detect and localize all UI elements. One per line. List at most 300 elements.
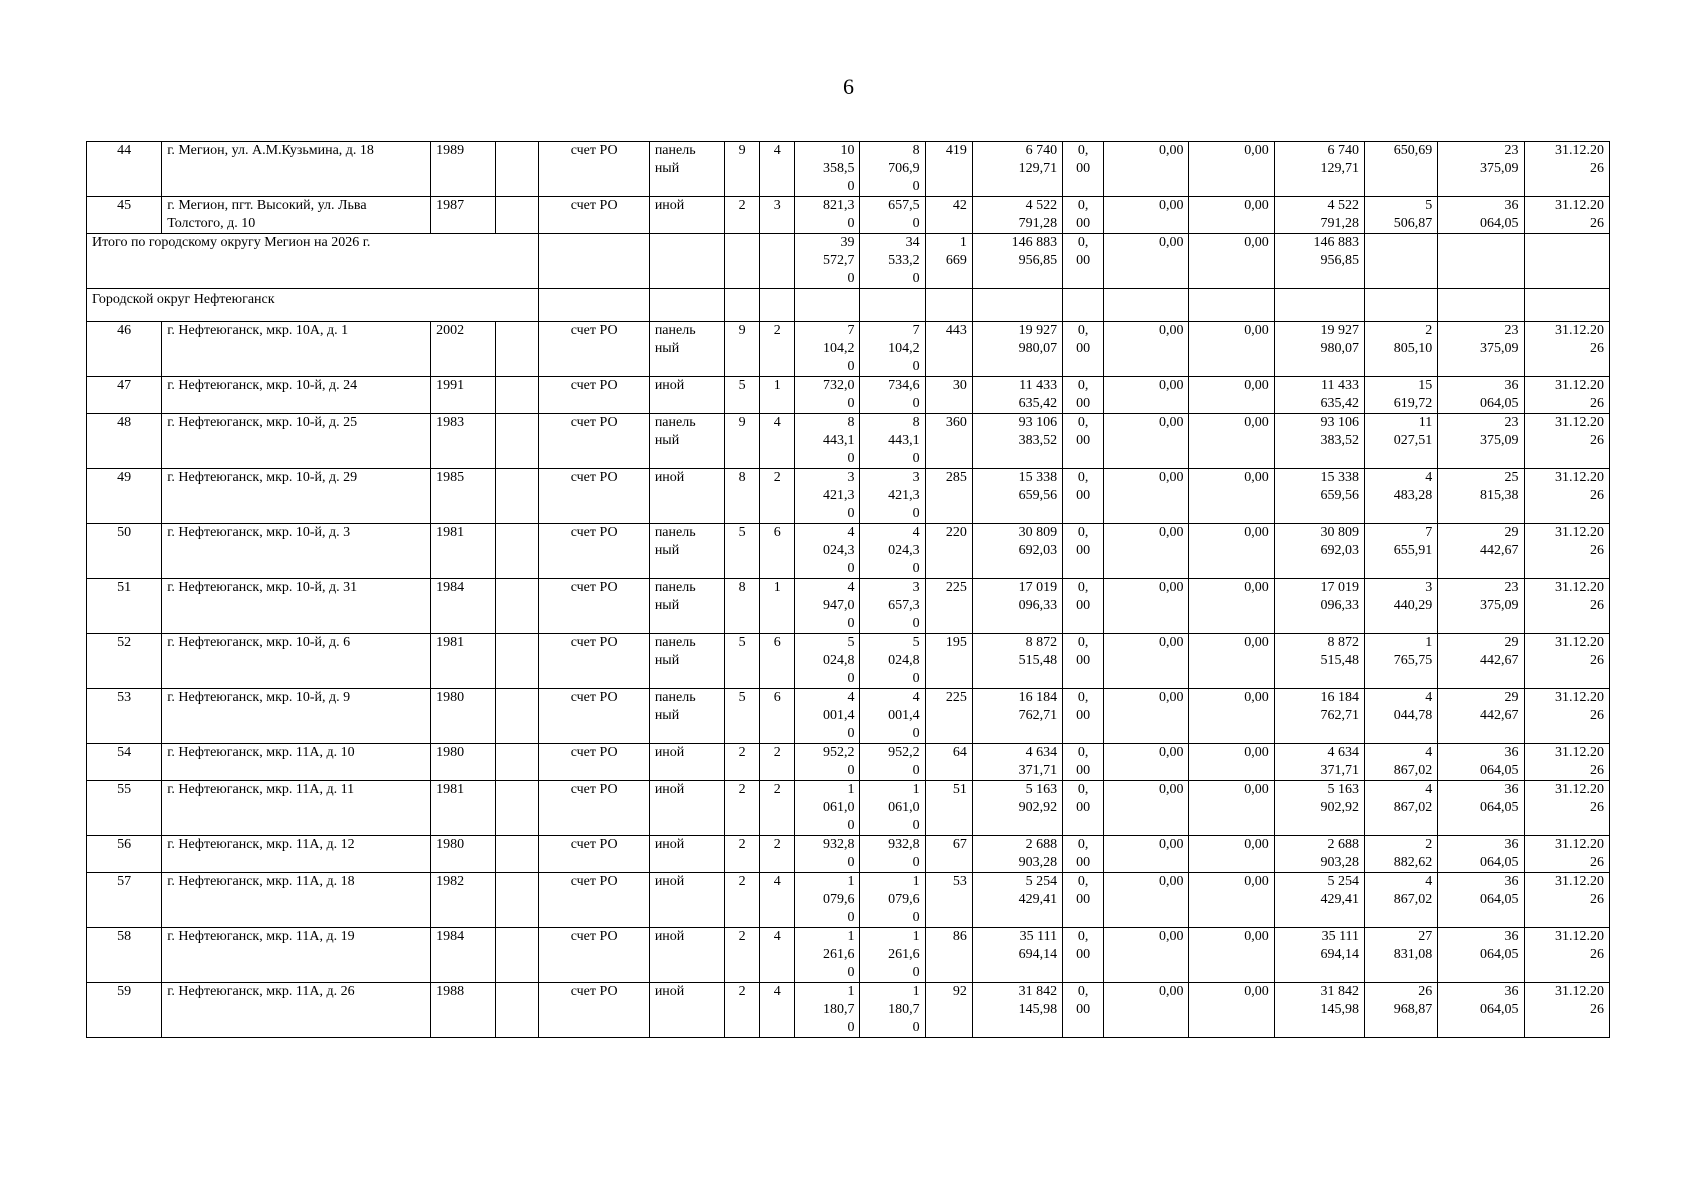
row-number-cell: 47 [87, 377, 162, 414]
fund-method-cell: счет РО [539, 634, 649, 689]
empty-cell [1274, 289, 1364, 322]
commission-year-cell: 1981 [431, 524, 496, 579]
fund-method-cell [539, 234, 649, 289]
address-cell: г. Нефтеюганск, мкр. 10-й, д. 24 [162, 377, 431, 414]
table-row [87, 634, 1610, 689]
floors-cell: 2 [725, 781, 760, 836]
living-area-cell: 734,6 0 [860, 377, 925, 414]
empty-cell [1524, 289, 1609, 322]
living-area-cell: 3 421,3 0 [860, 469, 925, 524]
cost-per-sqm-cell: 2 882,62 [1365, 836, 1438, 873]
row-number-cell: 58 [87, 928, 162, 983]
wall-material-cell: иной [649, 781, 724, 836]
fund-method-cell: счет РО [539, 744, 649, 781]
total-area-cell: 4 001,4 0 [795, 689, 860, 744]
living-area-cell: 8 706,9 0 [860, 142, 925, 197]
total-cost-cell: 93 106 383,52 [972, 414, 1062, 469]
local-share-cell: 0,00 [1189, 322, 1274, 377]
wall-material-cell: панель ный [649, 322, 724, 377]
table-row [87, 197, 1610, 234]
owners-funds-cell: 15 338 659,56 [1274, 469, 1364, 524]
deadline-cell: 31.12.20 26 [1524, 634, 1609, 689]
total-cost-cell: 5 254 429,41 [972, 873, 1062, 928]
commission-year-cell: 1982 [431, 873, 496, 928]
local-share-cell: 0,00 [1189, 234, 1274, 289]
commission-year-cell: 1985 [431, 469, 496, 524]
living-area-cell: 1 061,0 0 [860, 781, 925, 836]
residents-cell: 67 [925, 836, 972, 873]
commission-year-cell: 1991 [431, 377, 496, 414]
residents-cell: 195 [925, 634, 972, 689]
residents-cell: 419 [925, 142, 972, 197]
empty-cell [1365, 289, 1438, 322]
residents-cell: 51 [925, 781, 972, 836]
total-cost-cell: 35 111 694,14 [972, 928, 1062, 983]
total-cost-cell: 4 522 791,28 [972, 197, 1062, 234]
table-row [87, 689, 1610, 744]
budget-share-cell: 0,00 [1104, 142, 1189, 197]
deadline-cell: 31.12.20 26 [1524, 928, 1609, 983]
owners-funds-cell: 93 106 383,52 [1274, 414, 1364, 469]
entrances-cell: 1 [760, 579, 795, 634]
budget-share-cell: 0,00 [1104, 524, 1189, 579]
empty-cell [1104, 289, 1189, 322]
commission-year-cell: 1980 [431, 689, 496, 744]
budget-share-cell: 0,00 [1104, 414, 1189, 469]
blank-cell [496, 377, 539, 414]
limit-cost-cell: 23 375,09 [1438, 142, 1524, 197]
total-cost-cell: 19 927 980,07 [972, 322, 1062, 377]
blank-cell [496, 634, 539, 689]
local-share-cell: 0,00 [1189, 744, 1274, 781]
table-row [87, 928, 1610, 983]
fund-method-cell: счет РО [539, 836, 649, 873]
empty-cell [725, 289, 760, 322]
cost-per-sqm-cell: 5 506,87 [1365, 197, 1438, 234]
living-area-cell: 932,8 0 [860, 836, 925, 873]
entrances-cell: 3 [760, 197, 795, 234]
blank-cell [496, 524, 539, 579]
cost-per-sqm-cell: 4 867,02 [1365, 744, 1438, 781]
fund-method-cell: счет РО [539, 377, 649, 414]
deadline-cell: 31.12.20 26 [1524, 689, 1609, 744]
blank-cell [496, 579, 539, 634]
commission-year-cell: 1980 [431, 836, 496, 873]
cost-per-sqm-cell: 4 867,02 [1365, 873, 1438, 928]
empty-cell [1438, 289, 1524, 322]
residents-cell: 64 [925, 744, 972, 781]
living-area-cell: 5 024,8 0 [860, 634, 925, 689]
fund-share-cell: 0, 00 [1063, 928, 1104, 983]
wall-material-cell [649, 234, 724, 289]
deadline-cell: 31.12.20 26 [1524, 873, 1609, 928]
wall-material-cell: иной [649, 744, 724, 781]
owners-funds-cell: 5 254 429,41 [1274, 873, 1364, 928]
address-cell: г. Нефтеюганск, мкр. 10-й, д. 9 [162, 689, 431, 744]
address-cell: г. Нефтеюганск, мкр. 11А, д. 19 [162, 928, 431, 983]
commission-year-cell: 1981 [431, 634, 496, 689]
fund-share-cell: 0, 00 [1063, 689, 1104, 744]
table-body [87, 142, 1610, 1038]
residents-cell: 86 [925, 928, 972, 983]
cost-per-sqm-cell: 4 044,78 [1365, 689, 1438, 744]
table-row [87, 414, 1610, 469]
budget-share-cell: 0,00 [1104, 197, 1189, 234]
blank-cell [496, 689, 539, 744]
owners-funds-cell: 146 883 956,85 [1274, 234, 1364, 289]
wall-material-cell: иной [649, 836, 724, 873]
row-number-cell: 49 [87, 469, 162, 524]
limit-cost-cell: 36 064,05 [1438, 836, 1524, 873]
cost-per-sqm-cell: 650,69 [1365, 142, 1438, 197]
budget-share-cell: 0,00 [1104, 234, 1189, 289]
local-share-cell: 0,00 [1189, 873, 1274, 928]
cost-per-sqm-cell: 1 765,75 [1365, 634, 1438, 689]
budget-share-cell: 0,00 [1104, 928, 1189, 983]
local-share-cell: 0,00 [1189, 579, 1274, 634]
row-number-cell: 44 [87, 142, 162, 197]
total-cost-cell: 17 019 096,33 [972, 579, 1062, 634]
cost-per-sqm-cell: 4 867,02 [1365, 781, 1438, 836]
budget-share-cell: 0,00 [1104, 689, 1189, 744]
owners-funds-cell: 6 740 129,71 [1274, 142, 1364, 197]
living-area-cell: 7 104,2 0 [860, 322, 925, 377]
blank-cell [496, 983, 539, 1038]
fund-method-cell: счет РО [539, 322, 649, 377]
floors-cell: 2 [725, 928, 760, 983]
total-area-cell: 821,3 0 [795, 197, 860, 234]
cost-per-sqm-cell [1365, 234, 1438, 289]
empty-cell [860, 289, 925, 322]
budget-share-cell: 0,00 [1104, 634, 1189, 689]
fund-share-cell: 0, 00 [1063, 744, 1104, 781]
living-area-cell: 1 180,7 0 [860, 983, 925, 1038]
floors-cell: 5 [725, 377, 760, 414]
fund-share-cell: 0, 00 [1063, 634, 1104, 689]
limit-cost-cell: 36 064,05 [1438, 928, 1524, 983]
entrances-cell: 6 [760, 689, 795, 744]
limit-cost-cell: 25 815,38 [1438, 469, 1524, 524]
entrances-cell: 4 [760, 142, 795, 197]
row-number-cell: 53 [87, 689, 162, 744]
fund-share-cell: 0, 00 [1063, 579, 1104, 634]
blank-cell [496, 744, 539, 781]
total-area-cell: 1 061,0 0 [795, 781, 860, 836]
row-number-cell: 45 [87, 197, 162, 234]
residents-cell: 92 [925, 983, 972, 1038]
row-number-cell: 57 [87, 873, 162, 928]
floors-cell: 5 [725, 689, 760, 744]
table-row [87, 322, 1610, 377]
commission-year-cell: 1988 [431, 983, 496, 1038]
budget-share-cell: 0,00 [1104, 744, 1189, 781]
wall-material-cell: иной [649, 469, 724, 524]
living-area-cell: 4 001,4 0 [860, 689, 925, 744]
limit-cost-cell: 36 064,05 [1438, 744, 1524, 781]
total-cost-cell: 11 433 635,42 [972, 377, 1062, 414]
fund-method-cell: счет РО [539, 579, 649, 634]
living-area-cell: 1 261,6 0 [860, 928, 925, 983]
fund-method-cell: счет РО [539, 142, 649, 197]
local-share-cell: 0,00 [1189, 928, 1274, 983]
residents-cell: 42 [925, 197, 972, 234]
row-number-cell: 55 [87, 781, 162, 836]
entrances-cell: 1 [760, 377, 795, 414]
row-number-cell: 52 [87, 634, 162, 689]
wall-material-cell: иной [649, 377, 724, 414]
housing-register-table [86, 141, 1610, 1038]
living-area-cell: 657,5 0 [860, 197, 925, 234]
wall-material-cell: панель ный [649, 689, 724, 744]
entrances-cell [760, 234, 795, 289]
owners-funds-cell: 2 688 903,28 [1274, 836, 1364, 873]
row-number-cell: 48 [87, 414, 162, 469]
fund-share-cell: 0, 00 [1063, 322, 1104, 377]
table-row [87, 983, 1610, 1038]
living-area-cell: 952,2 0 [860, 744, 925, 781]
owners-funds-cell: 4 634 371,71 [1274, 744, 1364, 781]
fund-method-cell: счет РО [539, 928, 649, 983]
fund-method-cell: счет РО [539, 524, 649, 579]
cost-per-sqm-cell: 27 831,08 [1365, 928, 1438, 983]
budget-share-cell: 0,00 [1104, 322, 1189, 377]
total-area-cell: 5 024,8 0 [795, 634, 860, 689]
local-share-cell: 0,00 [1189, 524, 1274, 579]
living-area-cell: 8 443,1 0 [860, 414, 925, 469]
row-number-cell: 54 [87, 744, 162, 781]
total-area-cell: 1 079,6 0 [795, 873, 860, 928]
row-number-cell: 56 [87, 836, 162, 873]
empty-cell [760, 289, 795, 322]
fund-method-cell: счет РО [539, 197, 649, 234]
wall-material-cell: панель ный [649, 414, 724, 469]
commission-year-cell: 1984 [431, 579, 496, 634]
commission-year-cell: 1983 [431, 414, 496, 469]
floors-cell: 5 [725, 524, 760, 579]
wall-material-cell: иной [649, 983, 724, 1038]
entrances-cell: 4 [760, 928, 795, 983]
floors-cell: 9 [725, 322, 760, 377]
fund-method-cell: счет РО [539, 781, 649, 836]
fund-method-cell: счет РО [539, 414, 649, 469]
owners-funds-cell: 5 163 902,92 [1274, 781, 1364, 836]
fund-share-cell: 0, 00 [1063, 142, 1104, 197]
entrances-cell: 6 [760, 634, 795, 689]
blank-cell [496, 322, 539, 377]
total-cost-cell: 16 184 762,71 [972, 689, 1062, 744]
owners-funds-cell: 11 433 635,42 [1274, 377, 1364, 414]
entrances-cell: 2 [760, 781, 795, 836]
entrances-cell: 4 [760, 873, 795, 928]
total-area-cell: 952,2 0 [795, 744, 860, 781]
empty-cell [649, 289, 724, 322]
total-cost-cell: 146 883 956,85 [972, 234, 1062, 289]
residents-cell: 220 [925, 524, 972, 579]
table-row [87, 524, 1610, 579]
fund-method-cell: счет РО [539, 873, 649, 928]
total-area-cell: 3 421,3 0 [795, 469, 860, 524]
local-share-cell: 0,00 [1189, 836, 1274, 873]
cost-per-sqm-cell: 26 968,87 [1365, 983, 1438, 1038]
table-row [87, 377, 1610, 414]
floors-cell: 2 [725, 197, 760, 234]
total-cost-cell: 2 688 903,28 [972, 836, 1062, 873]
residents-cell: 1 669 [925, 234, 972, 289]
fund-share-cell: 0, 00 [1063, 781, 1104, 836]
fund-share-cell: 0, 00 [1063, 469, 1104, 524]
limit-cost-cell: 36 064,05 [1438, 781, 1524, 836]
blank-cell [496, 781, 539, 836]
floors-cell: 2 [725, 873, 760, 928]
commission-year-cell: 1989 [431, 142, 496, 197]
total-area-cell: 10 358,5 0 [795, 142, 860, 197]
row-number-cell: 59 [87, 983, 162, 1038]
total-cost-cell: 8 872 515,48 [972, 634, 1062, 689]
local-share-cell: 0,00 [1189, 781, 1274, 836]
floors-cell: 8 [725, 579, 760, 634]
wall-material-cell: иной [649, 197, 724, 234]
entrances-cell: 2 [760, 836, 795, 873]
address-cell: г. Нефтеюганск, мкр. 10А, д. 1 [162, 322, 431, 377]
section-row [87, 289, 1610, 322]
entrances-cell: 2 [760, 744, 795, 781]
blank-cell [496, 928, 539, 983]
total-area-cell: 1 180,7 0 [795, 983, 860, 1038]
owners-funds-cell: 8 872 515,48 [1274, 634, 1364, 689]
wall-material-cell: панель ный [649, 524, 724, 579]
fund-share-cell: 0, 00 [1063, 524, 1104, 579]
owners-funds-cell: 30 809 692,03 [1274, 524, 1364, 579]
living-area-cell: 4 024,3 0 [860, 524, 925, 579]
owners-funds-cell: 4 522 791,28 [1274, 197, 1364, 234]
total-area-cell: 1 261,6 0 [795, 928, 860, 983]
table-row [87, 781, 1610, 836]
total-area-cell: 4 947,0 0 [795, 579, 860, 634]
total-area-cell: 932,8 0 [795, 836, 860, 873]
total-area-cell: 4 024,3 0 [795, 524, 860, 579]
entrances-cell: 6 [760, 524, 795, 579]
entrances-cell: 4 [760, 414, 795, 469]
empty-cell [1063, 289, 1104, 322]
fund-method-cell: счет РО [539, 983, 649, 1038]
wall-material-cell: иной [649, 928, 724, 983]
residents-cell: 443 [925, 322, 972, 377]
limit-cost-cell: 36 064,05 [1438, 377, 1524, 414]
owners-funds-cell: 17 019 096,33 [1274, 579, 1364, 634]
local-share-cell: 0,00 [1189, 142, 1274, 197]
row-number-cell: 50 [87, 524, 162, 579]
commission-year-cell: 1981 [431, 781, 496, 836]
blank-cell [496, 414, 539, 469]
fund-share-cell: 0, 00 [1063, 197, 1104, 234]
local-share-cell: 0,00 [1189, 689, 1274, 744]
limit-cost-cell: 36 064,05 [1438, 873, 1524, 928]
entrances-cell: 4 [760, 983, 795, 1038]
floors-cell: 9 [725, 414, 760, 469]
limit-cost-cell [1438, 234, 1524, 289]
local-share-cell: 0,00 [1189, 469, 1274, 524]
limit-cost-cell: 36 064,05 [1438, 983, 1524, 1038]
address-cell: г. Нефтеюганск, мкр. 11А, д. 11 [162, 781, 431, 836]
living-area-cell: 34 533,2 0 [860, 234, 925, 289]
blank-cell [496, 873, 539, 928]
page-number: 6 [843, 74, 854, 99]
living-area-cell: 3 657,3 0 [860, 579, 925, 634]
floors-cell: 8 [725, 469, 760, 524]
residents-cell: 225 [925, 579, 972, 634]
limit-cost-cell: 29 442,67 [1438, 634, 1524, 689]
blank-cell [496, 469, 539, 524]
total-area-cell: 732,0 0 [795, 377, 860, 414]
cost-per-sqm-cell: 15 619,72 [1365, 377, 1438, 414]
total-cost-cell: 31 842 145,98 [972, 983, 1062, 1038]
entrances-cell: 2 [760, 322, 795, 377]
address-cell: г. Нефтеюганск, мкр. 10-й, д. 29 [162, 469, 431, 524]
total-cost-cell: 5 163 902,92 [972, 781, 1062, 836]
wall-material-cell: панель ный [649, 579, 724, 634]
floors-cell: 9 [725, 142, 760, 197]
fund-share-cell: 0, 00 [1063, 234, 1104, 289]
entrances-cell: 2 [760, 469, 795, 524]
total-area-cell: 8 443,1 0 [795, 414, 860, 469]
limit-cost-cell: 29 442,67 [1438, 524, 1524, 579]
owners-funds-cell: 35 111 694,14 [1274, 928, 1364, 983]
commission-year-cell: 1980 [431, 744, 496, 781]
floors-cell [725, 234, 760, 289]
fund-method-cell: счет РО [539, 689, 649, 744]
residents-cell: 285 [925, 469, 972, 524]
address-cell: г. Нефтеюганск, мкр. 10-й, д. 31 [162, 579, 431, 634]
limit-cost-cell: 23 375,09 [1438, 322, 1524, 377]
budget-share-cell: 0,00 [1104, 781, 1189, 836]
local-share-cell: 0,00 [1189, 377, 1274, 414]
table-row [87, 579, 1610, 634]
floors-cell: 2 [725, 836, 760, 873]
deadline-cell: 31.12.20 26 [1524, 983, 1609, 1038]
address-cell: г. Мегион, ул. А.М.Кузьмина, д. 18 [162, 142, 431, 197]
empty-cell [1189, 289, 1274, 322]
table-row [87, 744, 1610, 781]
table-row [87, 469, 1610, 524]
living-area-cell: 1 079,6 0 [860, 873, 925, 928]
deadline-cell: 31.12.20 26 [1524, 142, 1609, 197]
owners-funds-cell: 16 184 762,71 [1274, 689, 1364, 744]
commission-year-cell: 1984 [431, 928, 496, 983]
cost-per-sqm-cell: 4 483,28 [1365, 469, 1438, 524]
total-area-cell: 7 104,2 0 [795, 322, 860, 377]
empty-cell [972, 289, 1062, 322]
address-cell: г. Нефтеюганск, мкр. 10-й, д. 25 [162, 414, 431, 469]
residents-cell: 360 [925, 414, 972, 469]
fund-share-cell: 0, 00 [1063, 836, 1104, 873]
empty-cell [925, 289, 972, 322]
limit-cost-cell: 23 375,09 [1438, 414, 1524, 469]
total-label-cell: Итого по городскому округу Мегион на 2026 г. [87, 234, 539, 289]
residents-cell: 225 [925, 689, 972, 744]
blank-cell [496, 836, 539, 873]
budget-share-cell: 0,00 [1104, 983, 1189, 1038]
local-share-cell: 0,00 [1189, 197, 1274, 234]
local-share-cell: 0,00 [1189, 983, 1274, 1038]
address-cell: г. Нефтеюганск, мкр. 11А, д. 18 [162, 873, 431, 928]
total-cost-cell: 30 809 692,03 [972, 524, 1062, 579]
deadline-cell: 31.12.20 26 [1524, 781, 1609, 836]
deadline-cell: 31.12.20 26 [1524, 414, 1609, 469]
address-cell: г. Нефтеюганск, мкр. 10-й, д. 6 [162, 634, 431, 689]
deadline-cell: 31.12.20 26 [1524, 579, 1609, 634]
wall-material-cell: иной [649, 873, 724, 928]
budget-share-cell: 0,00 [1104, 469, 1189, 524]
